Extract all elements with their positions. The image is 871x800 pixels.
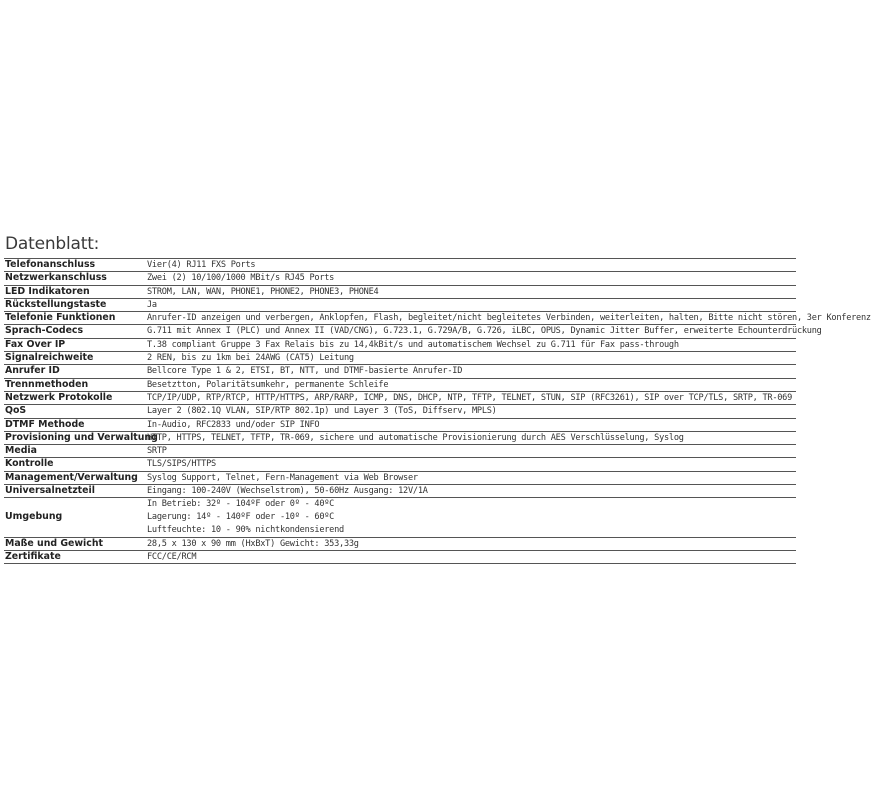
spec-value: Zwei (2) 10/100/1000 MBit/s RJ45 Ports [146,272,796,285]
spec-key: Sprach-Codecs [4,325,146,338]
spec-value-line: Lagerung: 14º - 140ºF oder -10º - 60ºC [147,512,335,523]
spec-value: Syslog Support, Telnet, Fern-Management via Web Browser [146,471,796,484]
spec-key: Fax Over IP [4,338,146,351]
spec-row-zertifikate [4,551,796,564]
spec-key: Management/Verwaltung [4,471,146,484]
spec-value: G.711 mit Annex I (PLC) und Annex II (VAD/CNG), G.723.1, G.729A/B, G.726, iLBC, OPUS, Dynamic Jitter Buffer, erweiterte Echounterdrückung [147,326,822,337]
spec-key: Netzwerk Protokolle [4,391,146,404]
spec-row-kontrolle [4,458,796,471]
spec-key: Provisioning und Verwaltung [5,431,158,443]
spec-row-qos [4,405,796,418]
spec-row-telefonie-funktionen [4,312,796,325]
spec-value: Eingang: 100-240V (Wechselstrom), 50-60Hz Ausgang: 12V/1A [146,485,796,498]
spec-key: LED Indikatoren [4,285,146,298]
spec-value: Ja [146,298,796,311]
spec-row-media [4,445,796,458]
spec-row-dtmf-methode [4,418,796,431]
spec-value: 28,5 x 130 x 90 mm (HxBxT) Gewicht: 353,33g [146,537,796,550]
spec-row-telefonanschluss [4,259,796,272]
spec-value [146,498,796,537]
spec-value-line: In Betrieb: 32º - 104ºF oder 0º - 40ºC [147,499,335,510]
spec-key: Umgebung [4,498,146,537]
spec-key: DTMF Methode [4,418,146,431]
spec-key: Telefonie Funktionen [4,312,146,325]
spec-row-umgebung [4,498,796,537]
spec-key: Maße und Gewicht [4,537,146,550]
spec-key: Universalnetzteil [4,485,146,498]
spec-value: 2 REN, bis zu 1km bei 24AWG (CAT5) Leitung [146,352,796,365]
spec-key: Trennmethoden [4,378,146,391]
spec-value: TCP/IP/UDP, RTP/RTCP, HTTP/HTTPS, ARP/RARP, ICMP, DNS, DHCP, NTP, TFTP, TELNET, STUN, SIP (RFC3261), SIP over TCP/TLS, SRTP, TR-069 [146,391,796,404]
spec-row-universalnetzteil [4,485,796,498]
spec-value: T.38 compliant Gruppe 3 Fax Relais bis zu 14,4kBit/s und automatischem Wechsel zu G.711 für Fax pass-through [146,338,796,351]
datasheet-heading: Datenblatt: [5,234,100,254]
spec-key: Netzwerkanschluss [4,272,146,285]
spec-value: Anrufer-ID anzeigen und verbergen, Anklopfen, Flash, begleitet/nicht begleitetes Verbinden, weiterleiten, halten, Bitte nicht stören, 3er Konferenz [147,313,871,324]
spec-key: Rückstellungstaste [4,298,146,311]
spec-value: In-Audio, RFC2833 und/oder SIP INFO [146,418,796,431]
spec-row-led-indikatoren [4,285,796,298]
spec-row-netzwerk-protokolle [4,391,796,404]
spec-key: Kontrolle [4,458,146,471]
spec-row-signalreichweite [4,352,796,365]
spec-value: Besetztton, Polaritätsumkehr, permanente Schleife [146,378,796,391]
spec-key: Zertifikate [4,551,146,564]
spec-row-trennmethoden [4,378,796,391]
spec-row-management [4,471,796,484]
spec-value: SRTP [146,445,796,458]
spec-row-anrufer-id [4,365,796,378]
spec-row-rueckstellungstaste [4,298,796,311]
spec-key: Signalreichweite [4,352,146,365]
spec-value: FCC/CE/RCM [146,551,796,564]
spec-key: Media [4,445,146,458]
spec-value: Layer 2 (802.1Q VLAN, SIP/RTP 802.1p) und Layer 3 (ToS, Diffserv, MPLS) [146,405,796,418]
spec-row-netzwerkanschluss [4,272,796,285]
spec-value: Vier(4) RJ11 FXS Ports [146,259,796,272]
spec-value-line: Luftfeuchte: 10 - 90% nichtkondensierend [147,524,344,535]
spec-key: Telefonanschluss [4,259,146,272]
spec-row-fax-over-ip [4,338,796,351]
spec-value: TLS/SIPS/HTTPS [146,458,796,471]
spec-value: Bellcore Type 1 & 2, ETSI, BT, NTT, und DTMF-basierte Anrufer-ID [146,365,796,378]
spec-value: STROM, LAN, WAN, PHONE1, PHONE2, PHONE3, PHONE4 [146,285,796,298]
spec-row-sprach-codecs [4,325,796,338]
datasheet [0,230,871,564]
spec-table [4,258,871,564]
spec-row-provisioning [4,431,796,444]
spec-value: HTTP, HTTPS, TELNET, TFTP, TR-069, sichere und automatische Provisionierung durch AES Verschlüsselung, Syslog [146,431,796,444]
spec-key: Anrufer ID [4,365,146,378]
spec-table-body [4,259,871,564]
spec-row-masse-gewicht [4,537,796,550]
spec-key: QoS [4,405,146,418]
